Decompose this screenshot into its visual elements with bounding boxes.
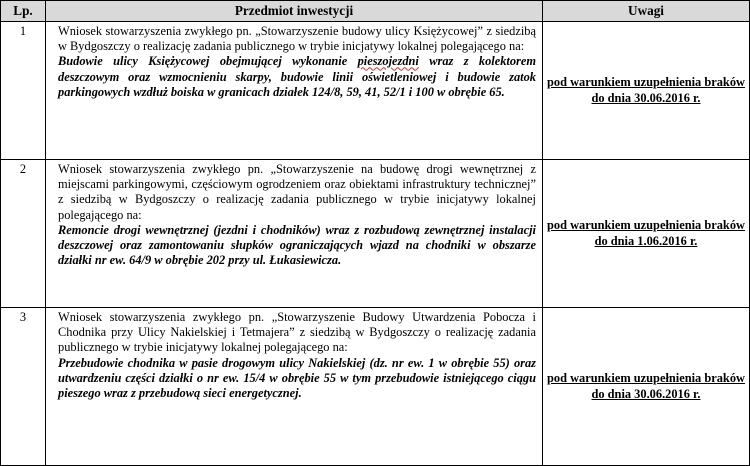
notes-cell [543,160,750,308]
application-intro: Wniosek stowarzyszenia zwykłego pn. „Stowarzyszenie na budowę drogi wewnętrznej z miejscami parkingowymi, częściowym ogrodzeniem oraz obiektami infrastruktury technicznej” z siedzibą w Bydgoszczy o realizację zadania publicznego w trybie inicjatywy lokalnej polegającego na: [58,162,536,222]
header-notes: Uwagi [543,1,750,22]
project-description: Przebudowie chodnika w pasie drogowym ulicy Nakielskiej (dz. nr ew. 1 w obrębie 55) oraz utwardzeniu części działki o nr ew. 15/4 w obrębie 55 w tym przebudowie istniejącego ciągu pieszego wraz z przebudową sieci energetycznej. [58,355,536,401]
header-row [1,1,750,22]
row-number: 1 [1,22,46,160]
table-row [1,160,750,308]
condition-note: pod warunkiem uzupełnienia braków do dnia 30.06.2016 r. [547,371,745,401]
project-description: Remoncie drogi wewnętrznej (jezdni i chodników) wraz z rozbudową zewnętrznej instalacji deszczowej oraz zamontowaniu słupków ograniczających wjazd na chodniki w obszarze działki nr ew. 64/9 w obrębie 202 przy ul. Łukasiewicza. [58,222,536,268]
investment-cell [46,160,543,308]
application-intro: Wniosek stowarzyszenia zwykłego pn. „Stowarzyszenie Budowy Utwardzenia Pobocza i Chodnika przy Ulicy Nakielskiej i Tetmajera” z siedzibą w Bydgoszczy o realizację zadania publicznego w trybie inicjatywy lokalnej polegającego na: [58,310,536,355]
notes-cell [543,308,750,466]
investment-cell [46,308,543,466]
project-description: Budowie ulicy Księżycowej obejmującej wykonanie pieszojezdni wraz z kolektorem deszczowym oraz wzmocnieniu skarpy, budowie linii oświetleniowej i budowie zatok parkingowych wzdłuż boiska w granicach działek 124/8, 59, 41, 52/1 i 100 w obrębie 65. [58,54,536,99]
investment-cell [46,22,543,160]
condition-note: pod warunkiem uzupełnienia braków do dnia 1.06.2016 r. [547,218,745,248]
row-number: 3 [1,308,46,466]
spellcheck-word: pieszojezdni [357,54,419,69]
row-number: 2 [1,160,46,308]
application-intro: Wniosek stowarzyszenia zwykłego pn. „Stowarzyszenie budowy ulicy Księżycowej” z siedzibą w Bydgoszczy o realizację zadania publicznego w trybie inicjatywy lokalnej polegającego na: [58,24,536,54]
header-lp: Lp. [1,1,46,22]
table-row [1,308,750,466]
notes-cell [543,22,750,160]
table-row [1,22,750,160]
header-subject: Przedmiot inwestycji [46,1,543,22]
condition-note: pod warunkiem uzupełnienia braków do dnia 30.06.2016 r. [547,75,745,105]
